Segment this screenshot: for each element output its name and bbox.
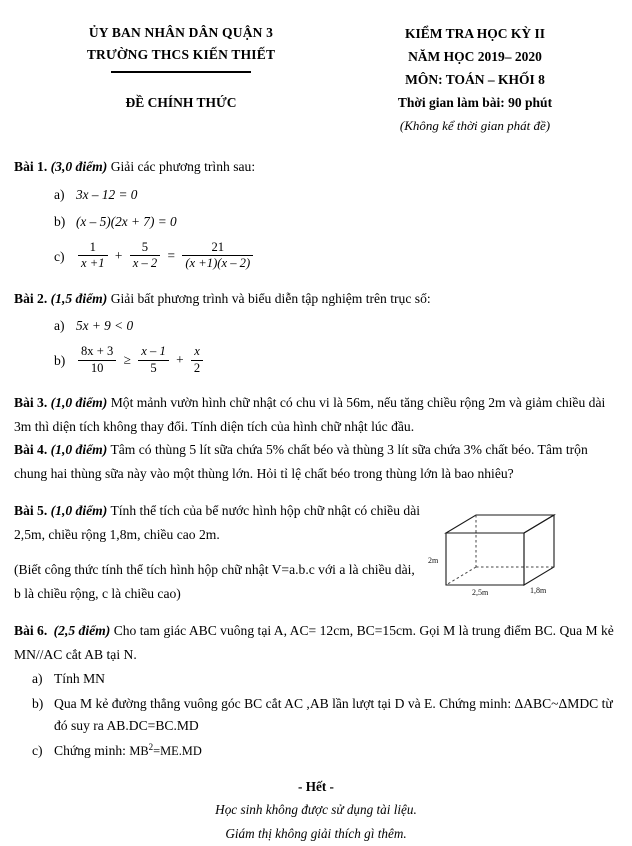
box-top-face [446,515,554,533]
problem-3-points: (1,0 điểm) [50,395,108,410]
formula-exponent: 2 [148,741,154,752]
fraction-numerator: 1 [89,239,96,254]
duration-note: (Không kể thời gian phát đề) [399,118,551,133]
problem-2-item-a [14,315,618,337]
problem-3-label: Bài 3. [14,395,48,410]
footer-note-proctors: Giám thị không giải thích gì thêm. [225,826,407,841]
problem-6-item-b [14,693,618,738]
operator-plus: + [176,352,184,368]
problem-4-points: (1,0 điểm) [50,442,108,457]
problem-2-text: Giải bất phương trình và biểu diễn tập nghiệm trên trục số: [110,290,431,306]
formula-rest: =ME.MD [153,743,202,758]
box-depth-label: 1,8m [530,586,547,595]
problem-1-item-c [14,241,618,273]
school-name: TRƯỜNG THCS KIẾN THIẾT [86,47,276,62]
school-year: NĂM HỌC 2019– 2020 [408,49,542,64]
problem-6-points: (2,5 điểm) [53,623,111,638]
official-exam-stamp: ĐỀ CHÍNH THỨC [125,94,237,110]
problem-6b-text: Qua M kẻ đường thẳng vuông góc BC cắt AC ,AB lần lượt tại D và E. Chứng minh: ΔABC~ΔMDC từ đó suy ra AB.DC=BC.MD [54,695,613,733]
end-marker: - Hết - [298,779,334,794]
item-marker: b) [54,353,66,368]
problem-1 [14,155,618,179]
subject-grade: MÔN: TOÁN – KHỐI 8 [405,72,545,87]
problem-6c-prefix: Chứng minh: [54,742,130,758]
box-height-label: 2m [428,556,439,565]
fraction-1c-3 [182,241,253,271]
fraction-1c-1 [78,241,108,271]
fraction-numerator: 21 [211,239,225,254]
equation-1b: (x – 5)(2x + 7) = 0 [76,213,177,229]
footer-note-students: Học sinh không được sử dụng tài liệu. [215,802,417,817]
problem-5-text: Tính thể tích của bể nước hình hộp chữ nhật có chiều dài 2,5m, chiều rộng 1,8m, chiều cao 2m. [14,503,421,542]
fraction-denominator: 10 [78,360,116,376]
problem-2-item-b [14,345,618,377]
fraction-denominator: (x +1)(x – 2) [182,255,253,271]
problem-6a-text: Tính MN [54,671,105,686]
problem-1-item-b [14,211,618,233]
equation-1c [76,241,255,271]
item-marker: b) [54,213,66,229]
problem-1-points: (3,0 điểm) [50,159,108,174]
operator-equals: = [167,247,176,263]
header-right-block [340,22,618,137]
fraction-2b-1 [78,345,116,375]
exam-title: KIỂM TRA HỌC KỲ II [404,26,546,41]
item-marker: b) [32,695,44,711]
box-diagram-svg [424,505,594,597]
fraction-denominator: 5 [138,360,168,376]
problem-6-item-c [14,740,618,763]
inequality-2b [76,345,205,375]
header-divider-rule [111,71,251,73]
fraction-numerator: 8x + 3 [81,344,114,358]
fraction-denominator: 2 [191,360,203,376]
document-footer [14,776,618,846]
problem-2-points: (1,5 điểm) [50,290,108,306]
fraction-numerator: x – 1 [141,344,166,358]
item-marker: a) [54,186,65,202]
problem-4 [14,438,618,485]
box-length-label: 2,5m [472,588,489,597]
problem-6-label: Bài 6. [14,623,48,638]
problem-6 [14,619,618,666]
item-marker: a) [54,318,65,333]
box-right-face [524,515,554,585]
item-marker: c) [32,742,43,758]
exam-duration: Thời gian làm bài: 90 phút [397,95,553,110]
rectangular-prism-figure [424,505,618,597]
problem-4-text: Tâm có thùng 5 lít sữa chứa 5% chất béo và thùng 3 lít sữa chứa 3% chất béo. Tâm trộn chung hai thùng sữa này vào một thùng lớn. Hỏi tỉ lệ chất béo trong thùng lớn là bao nhiêu? [14,442,588,481]
problem-6c-formula [129,741,202,758]
operator-geq: ≥ [123,352,131,368]
fraction-2b-3 [191,345,203,375]
problem-5 [14,499,618,605]
problem-3-text: Một mảnh vườn hình chữ nhật có chu vi là 56m, nếu tăng chiều rộng 2m và giảm chiều dài 3m thì diện tích không thay đổi. Tính diện tích của hình chữ nhật lúc đầu. [14,395,606,434]
equation-1a: 3x – 12 = 0 [76,186,138,202]
fraction-1c-2 [130,241,160,271]
problem-6-subitems [14,668,618,762]
problem-2 [14,287,618,311]
fraction-numerator: 5 [141,239,149,254]
formula-base: MB [129,743,149,758]
fraction-denominator: x – 2 [130,255,160,271]
problem-5-points: (1,0 điểm) [50,503,108,518]
fraction-numerator: x [194,344,200,358]
item-marker: c) [54,248,65,264]
problem-6c-text [54,740,202,763]
problem-1-item-a [14,184,618,206]
operator-plus: + [114,247,123,263]
header-left-block [14,22,340,137]
fraction-denominator: x +1 [78,255,108,271]
box-front-face [446,533,524,585]
box-hidden-diagonal-edge [446,567,476,585]
exam-content [0,155,632,846]
item-marker: a) [32,671,43,686]
issuing-authority: ỦY BAN NHÂN DÂN QUẬN 3 [88,25,274,40]
fraction-2b-2 [138,345,168,375]
problem-3 [14,391,618,438]
inequality-2a: 5x + 9 < 0 [76,318,134,333]
problem-4-label: Bài 4. [14,442,48,457]
problem-5-statement [14,499,424,546]
document-header [0,0,632,137]
problem-2-label: Bài 2. [14,290,48,306]
problem-5-label: Bài 5. [14,503,48,518]
problem-6-item-a [14,668,618,691]
problem-5-formula-note: (Biết công thức tính thể tích hình hộp chữ nhật V=a.b.c với a là chiều dài, b là chiều rộng, c là chiều cao) [14,562,415,601]
problem-1-text: Giải các phương trình sau: [110,159,256,174]
problem-6-text: Cho tam giác ABC vuông tại A, AC= 12cm, BC=15cm. Gọi M là trung điểm BC. Qua M kẻ MN//AC cắt AB tại N. [14,623,614,662]
problem-1-label: Bài 1. [14,159,48,174]
problem-5-text-block [14,499,424,605]
